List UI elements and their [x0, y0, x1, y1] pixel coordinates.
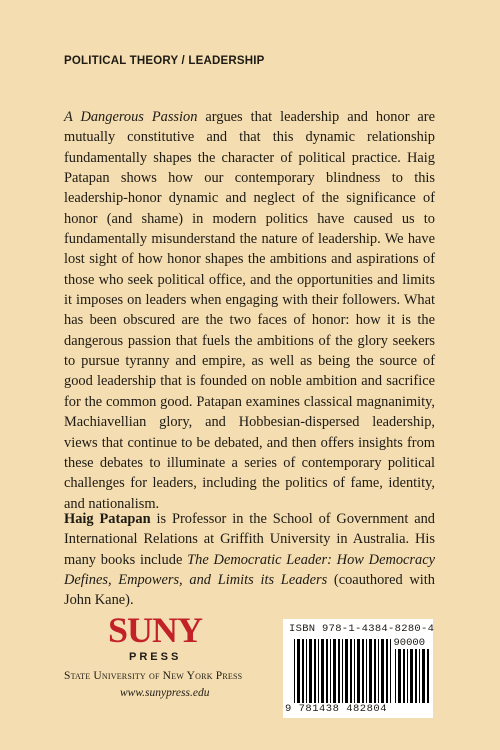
bio-text-2: (coauthored with John Kane).: [64, 572, 435, 609]
book-description: [64, 107, 435, 514]
publisher-website: www.sunypress.edu: [120, 687, 210, 699]
barcode-number: 9 781438 482804: [285, 703, 388, 715]
press-logo-text: PRESS: [129, 651, 182, 663]
other-book-title: The Democratic Leader: How Democracy Defines, Empowers, and Limits its Leaders: [64, 551, 435, 589]
bio-text-1: is Professor in the School of Government and International Relations at Griffith University in Australia. His many books include: [64, 511, 436, 568]
author-bio: [64, 509, 435, 611]
barcode-box: [283, 619, 433, 718]
suny-logo: SUNY: [108, 610, 203, 650]
ean-barcode-icon: [294, 639, 392, 703]
author-name: Haig Patapan: [64, 511, 151, 527]
price-code: 90000: [393, 637, 425, 649]
publisher-name: State University of New York Press: [64, 670, 243, 682]
book-title: A Dangerous Passion: [64, 109, 198, 125]
description-text: argues that leadership and honor are mutually constitutive and that this dynamic relationship fundamentally shapes the character of political practice. Haig Patapan shows how our contemporary blindness to this leadership-honor dynamic and neglect of the significance of honor (and shame) in modern politics have caused us to fundamentally misunderstand the nature of leadership. We have lost sight of how honor shapes the ambitions and aspirations of those who seek political office, and the opportunities and limits it imposes on leaders when engaging with their followers. What has been obscured are the two faces of honor: how it is the dangerous passion that fuels the ambitions of the glory seekers to pursue tyranny and empire, as well as being the source of good leadership that is founded on noble ambition and sacrifice for the common good. Patapan examines classical magnanimity, Machiavellian glory, and Hobbesian-dispersed leadership, views that continue to be debated, and then offers insights from these debates to illuminate a series of contemporary political challenges for leaders, including the politics of fame, identity, and nationalism.: [64, 109, 435, 512]
isbn-text: ISBN 978-1-4384-8280-4: [289, 623, 435, 635]
category-label: POLITICAL THEORY / LEADERSHIP: [64, 55, 265, 67]
addon-barcode-icon: [395, 649, 429, 703]
